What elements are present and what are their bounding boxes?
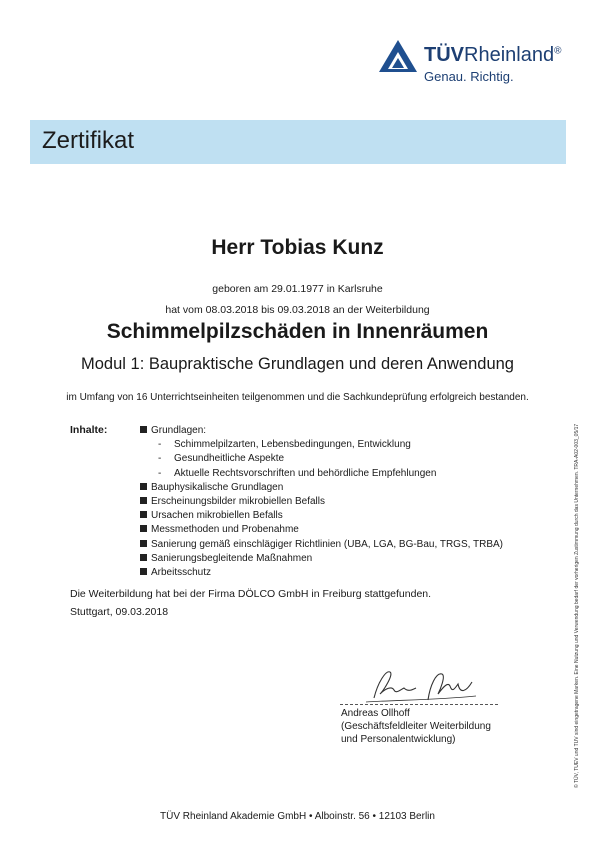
handwritten-signature: [356, 660, 486, 708]
side-legal-text: © TÜV, TUEV und TUV sind eingetragene Marken. Eine Nutzung und Verwendung bedarf der vorherigen Zustimmung durch das Unternehmen. TRA-A02-003_05/17: [574, 423, 580, 788]
square-bullet-icon: [140, 540, 147, 547]
square-bullet-icon: [140, 483, 147, 490]
list-item: Sanierung gemäß einschlägiger Richtlinien (UBA, LGA, BG-Bau, TRGS, TRBA): [140, 538, 503, 552]
contents-list: [140, 424, 503, 580]
footer-address: TÜV Rheinland Akademie GmbH • Alboinstr. 56 • 12103 Berlin: [160, 811, 435, 822]
square-bullet-icon: [140, 554, 147, 561]
square-bullet-icon: [140, 511, 147, 518]
side-legal-note: [566, 370, 586, 790]
list-item: Grundlagen:: [140, 424, 503, 438]
square-bullet-icon: [140, 426, 147, 433]
list-item: Bauphysikalische Grundlagen: [140, 481, 503, 495]
certificate-banner: [30, 120, 566, 164]
list-subitem: - Aktuelle Rechtsvorschriften und behördliche Empfehlungen: [158, 467, 437, 479]
list-item: Erscheinungsbilder mikrobiellen Befalls: [140, 495, 503, 509]
brand-name: TÜVRheinland®: [424, 44, 562, 66]
signer-block: [341, 707, 491, 746]
course-title: Schimmelpilzschäden in Innenräumen: [106, 320, 489, 343]
recipient-name: Herr Tobias Kunz: [211, 236, 384, 259]
list-item: Arbeitsschutz: [140, 566, 503, 580]
contents-label: Inhalte:: [70, 424, 108, 436]
list-item: Ursachen mikrobiellen Befalls: [140, 509, 503, 523]
course-scope: im Umfang von 16 Unterrichtseinheiten teilgenommen und die Sachkundeprüfung erfolgreich bestanden.: [66, 392, 529, 403]
square-bullet-icon: [140, 568, 147, 575]
signer-name: Andreas Ollhoff: [341, 708, 410, 719]
certificate-title: Zertifikat: [42, 127, 135, 154]
list-item: Sanierungsbegleitende Maßnahmen: [140, 552, 503, 566]
recipient-birth: geboren am 29.01.1977 in Karlsruhe: [212, 283, 383, 295]
course-module: Modul 1: Baupraktische Grundlagen und deren Anwendung: [81, 355, 514, 373]
list-item: Messmethoden und Probenahme: [140, 523, 503, 537]
signature-line: [340, 704, 498, 705]
signer-role: und Personalentwicklung): [341, 734, 456, 745]
square-bullet-icon: [140, 497, 147, 504]
tuv-triangle-icon: [378, 38, 418, 74]
list-subitem: - Schimmelpilzarten, Lebensbedingungen, Entwicklung: [158, 439, 411, 451]
attendance-dates: hat vom 08.03.2018 bis 09.03.2018 an der Weiterbildung: [165, 304, 430, 316]
brand-tagline: Genau. Richtig.: [424, 69, 514, 84]
square-bullet-icon: [140, 525, 147, 532]
list-subitem: - Gesundheitliche Aspekte: [158, 453, 285, 465]
training-location: Die Weiterbildung hat bei der Firma DÖLCO GmbH in Freiburg stattgefunden.: [70, 588, 432, 600]
tuv-rheinland-logo: [378, 38, 578, 90]
issue-place-date: Stuttgart, 09.03.2018: [70, 606, 169, 618]
signer-role: (Geschäftsfeldleiter Weiterbildung: [341, 721, 491, 732]
